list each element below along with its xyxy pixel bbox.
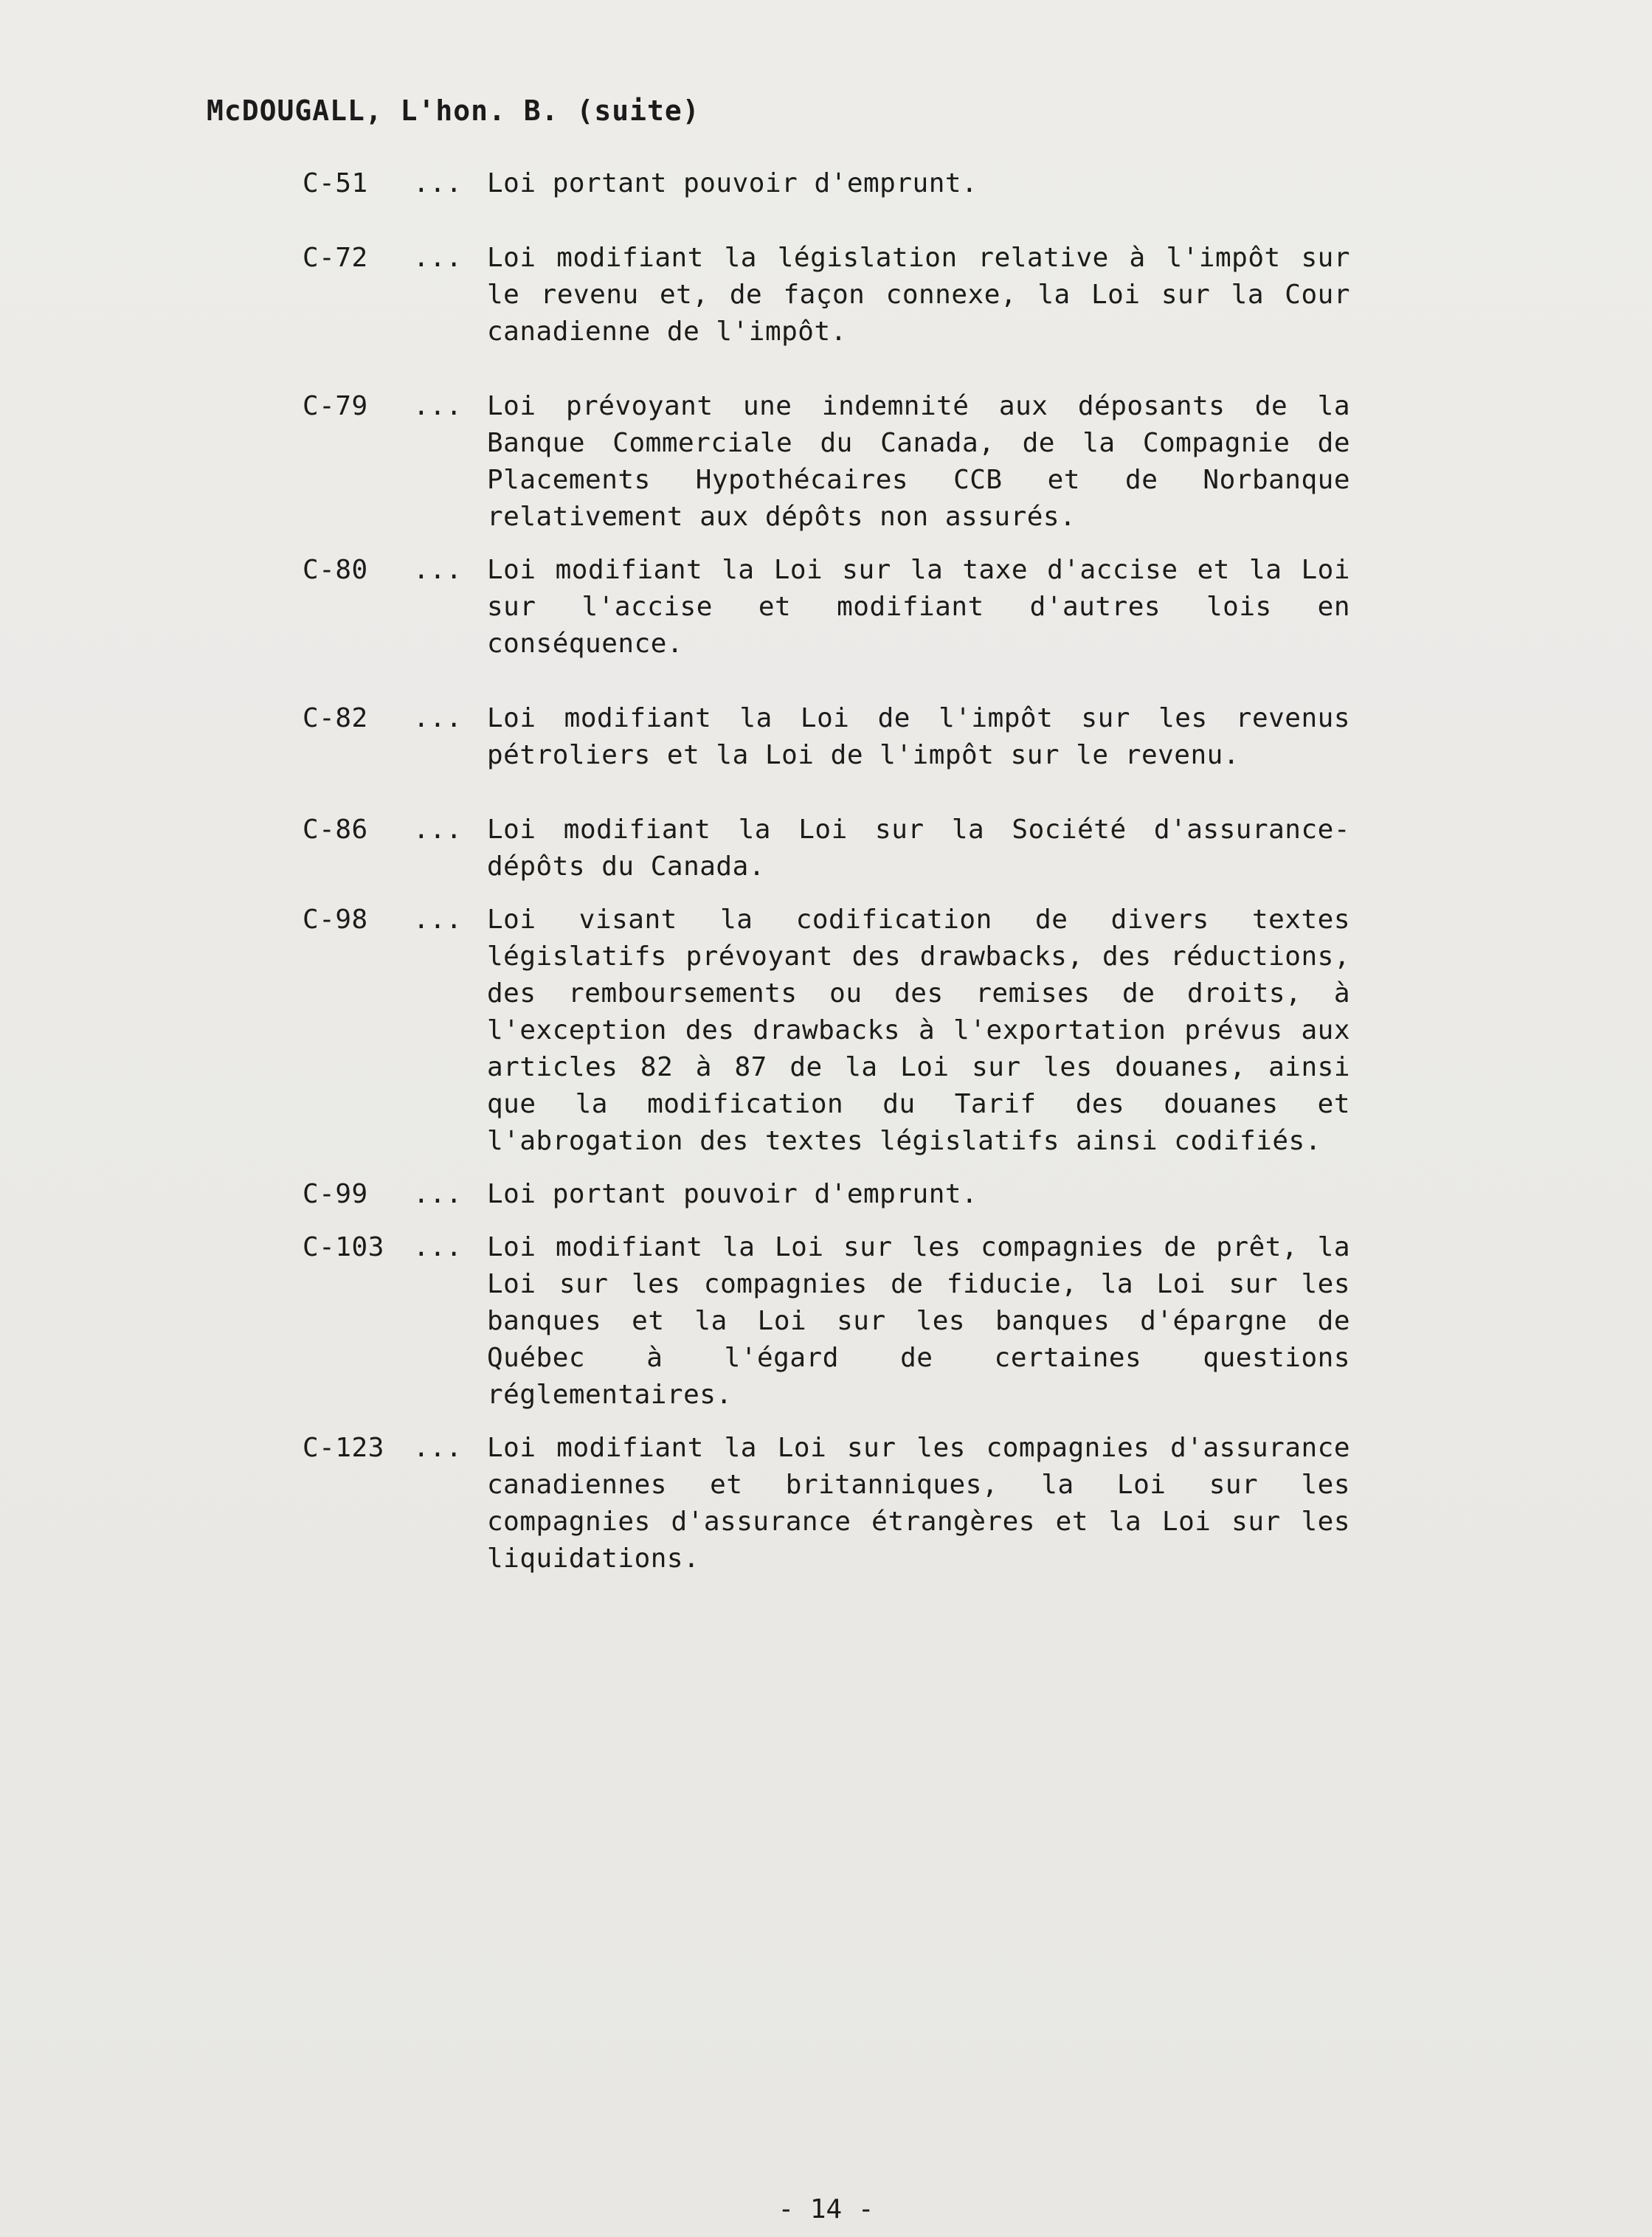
bill-code: C-123 [303, 1433, 384, 1463]
bill-description: Loi modifiant la Loi sur la taxe d'accise et la Loi sur l'accise et modifiant d'autres lois en conséquence. [487, 555, 1350, 659]
bill-separator: ... [413, 1232, 463, 1262]
bill-description: Loi visant la codification de divers textes législatifs prévoyant des drawbacks, des réductions, des remboursements ou des remises de droits, à l'exception des drawbacks à l'exportation prévus aux articles 82 à 87 de la Loi sur les douanes, ainsi que la modification du Tarif des douanes et l'abrogation des textes législatifs ainsi codifiés. [487, 905, 1350, 1156]
bill-description: Loi portant pouvoir d'emprunt. [487, 1179, 978, 1209]
bill-code: C-79 [303, 391, 368, 421]
bill-code: C-86 [303, 815, 368, 845]
bill-separator: ... [413, 815, 463, 845]
bill-description: Loi modifiant la Loi sur la Société d'assurance-dépôts du Canada. [487, 815, 1350, 882]
bill-code: C-98 [303, 905, 368, 935]
bill-code: C-103 [303, 1232, 384, 1262]
bill-entry [303, 552, 1350, 663]
bill-code: C-99 [303, 1179, 368, 1209]
bill-separator: ... [413, 243, 463, 273]
bill-code: C-72 [303, 243, 368, 273]
bill-entry [303, 1176, 1350, 1213]
bill-description: Loi modifiant la Loi de l'impôt sur les revenus pétroliers et la Loi de l'impôt sur le revenu. [487, 703, 1350, 770]
bill-separator: ... [413, 555, 463, 585]
bill-code: C-80 [303, 555, 368, 585]
bill-entry [303, 165, 1350, 202]
bill-code: C-51 [303, 168, 368, 198]
bill-entry [303, 1430, 1350, 1577]
bill-entry [303, 812, 1350, 885]
bill-separator: ... [413, 1179, 463, 1209]
bill-list [303, 165, 1350, 1577]
page-number: - 14 - [778, 2194, 874, 2224]
bill-description: Loi prévoyant une indemnité aux déposants de la Banque Commerciale du Canada, de la Compagnie de Placements Hypothécaires CCB et de Norbanque relativement aux dépôts non assurés. [487, 391, 1350, 532]
bill-entry [303, 240, 1350, 350]
bill-entry [303, 1229, 1350, 1414]
bill-code: C-82 [303, 703, 368, 733]
bill-separator: ... [413, 703, 463, 733]
bill-entry [303, 700, 1350, 774]
bill-entry [303, 388, 1350, 536]
bill-description: Loi modifiant la Loi sur les compagnies d'assurance canadiennes et britanniques, la Loi sur les compagnies d'assurance étrangères et la Loi sur les liquidations. [487, 1433, 1350, 1574]
bill-description: Loi modifiant la législation relative à l'impôt sur le revenu et, de façon connexe, la Loi sur la Cour canadienne de l'impôt. [487, 243, 1350, 347]
bill-entry [303, 902, 1350, 1160]
bill-separator: ... [413, 391, 463, 421]
bill-description: Loi portant pouvoir d'emprunt. [487, 168, 978, 198]
bill-separator: ... [413, 905, 463, 935]
bill-separator: ... [413, 1433, 463, 1463]
bill-description: Loi modifiant la Loi sur les compagnies de prêt, la Loi sur les compagnies de fiducie, la Loi sur les banques et la Loi sur les banques d'épargne de Québec à l'égard de certaines questions réglementaires. [487, 1232, 1350, 1410]
bill-separator: ... [413, 168, 463, 198]
section-header: McDOUGALL, L'hon. B. (suite) [207, 94, 700, 127]
